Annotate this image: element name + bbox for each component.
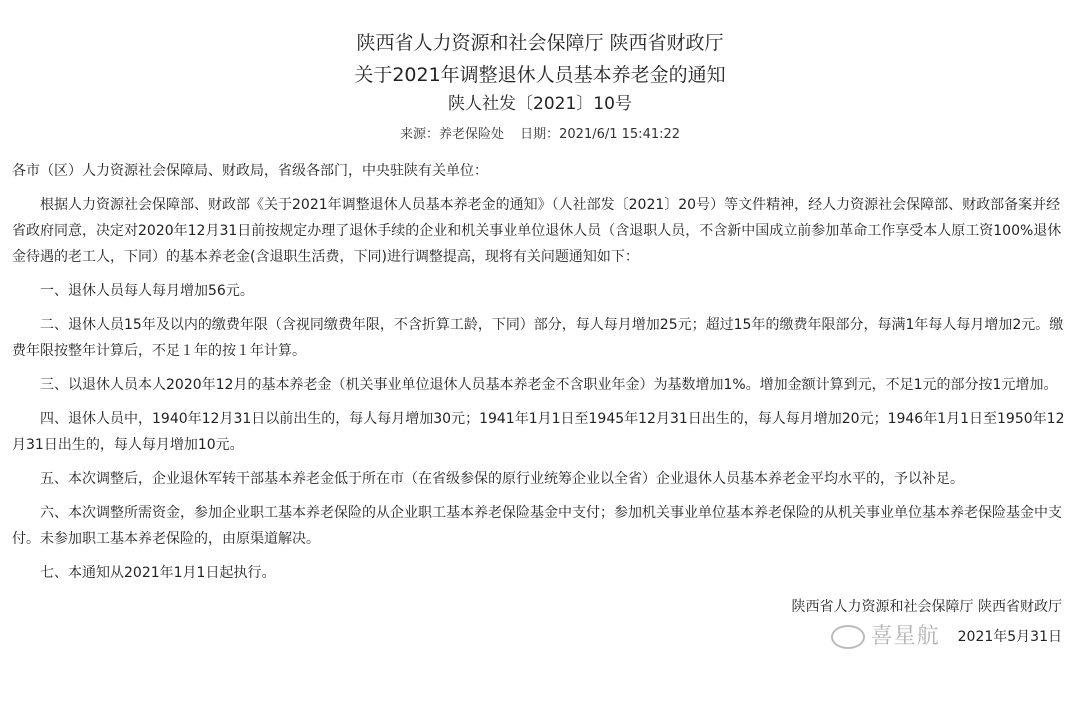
document-body xyxy=(12,158,1068,586)
signature-date: 2021年5月31日 xyxy=(957,629,1062,645)
paragraph: 六、本次调整所需资金，参加企业职工基本养老保险的从企业职工基本养老保险基金中支付；参加机关事业单位基本养老保险的从机关事业单位基本养老保险基金中支付。未参加职工基本养老保险的，由原渠道解决。 xyxy=(12,505,1062,547)
signature: 陕西省人力资源和社会保障厅 陕西省财政厅 xyxy=(791,599,1062,615)
paragraph: 一、退休人员每人每月增加56元。 xyxy=(40,283,254,299)
document-title: 关于2021年调整退休人员基本养老金的通知 xyxy=(354,64,726,86)
document-number: 陕人社发〔2021〕10号 xyxy=(448,94,632,114)
paragraph: 四、退休人员中，1940年12月31日以前出生的，每人每月增加30元；1941年1月1日至1945年12月31日出生的，每人每月增加20元；1946年1月1日至1950年12月31日出生的，每人每月增加10元。 xyxy=(12,411,1065,453)
wechat-icon xyxy=(831,625,865,649)
document-meta xyxy=(12,126,1068,144)
paragraph: 七、本通知从2021年1月1日起执行。 xyxy=(40,565,276,581)
watermark: 喜星航 xyxy=(870,624,940,649)
paragraph: 五、本次调整后，企业退休军转干部基本养老金低于所在市（在省级参保的原行业统筹企业以全省）企业退休人员基本养老金平均水平的，予以补足。 xyxy=(40,471,964,487)
paragraph: 三、以退休人员本人2020年12月的基本养老金（机关事业单位退休人员基本养老金不含职业年金）为基数增加1%。增加金额计算到元，不足1元的部分按1元增加。 xyxy=(40,377,1058,393)
paragraph: 根据人力资源社会保障部、财政部《关于2021年调整退休人员基本养老金的通知》（人社部发〔2021〕20号）等文件精神，经人力资源社会保障部、财政部备案并经省政府同意，决定对2020年12月31日前按规定办理了退休手续的企业和机关事业单位退休人员（含退职人员，不含新中国成立前参加革命工作享受本人原工资100%退休金待遇的老工人，下同）的基本养老金(含退职生活费，下同)进行调整提高，现将有关问题通知如下： xyxy=(12,197,1062,265)
footer-date-row xyxy=(12,624,1068,650)
salutation: 各市（区）人力资源社会保障局、财政局，省级各部门，中央驻陕有关单位： xyxy=(12,163,488,179)
watermark-group xyxy=(831,624,940,650)
paragraph: 二、退休人员15年及以内的缴费年限（含视同缴费年限，不含折算工龄，下同）部分，每人每月增加25元；超过15年的缴费年限部分，每满1年每人每月增加2元。缴费年限按整年计算后，不足１年的按１年计算。 xyxy=(12,317,1064,359)
issuer-heading: 陕西省人力资源和社会保障厅 陕西省财政厅 xyxy=(356,32,724,54)
publish-date: 日期：2021/6/1 15:41:22 xyxy=(520,127,681,142)
source-label: 来源：养老保险处 xyxy=(399,127,504,142)
